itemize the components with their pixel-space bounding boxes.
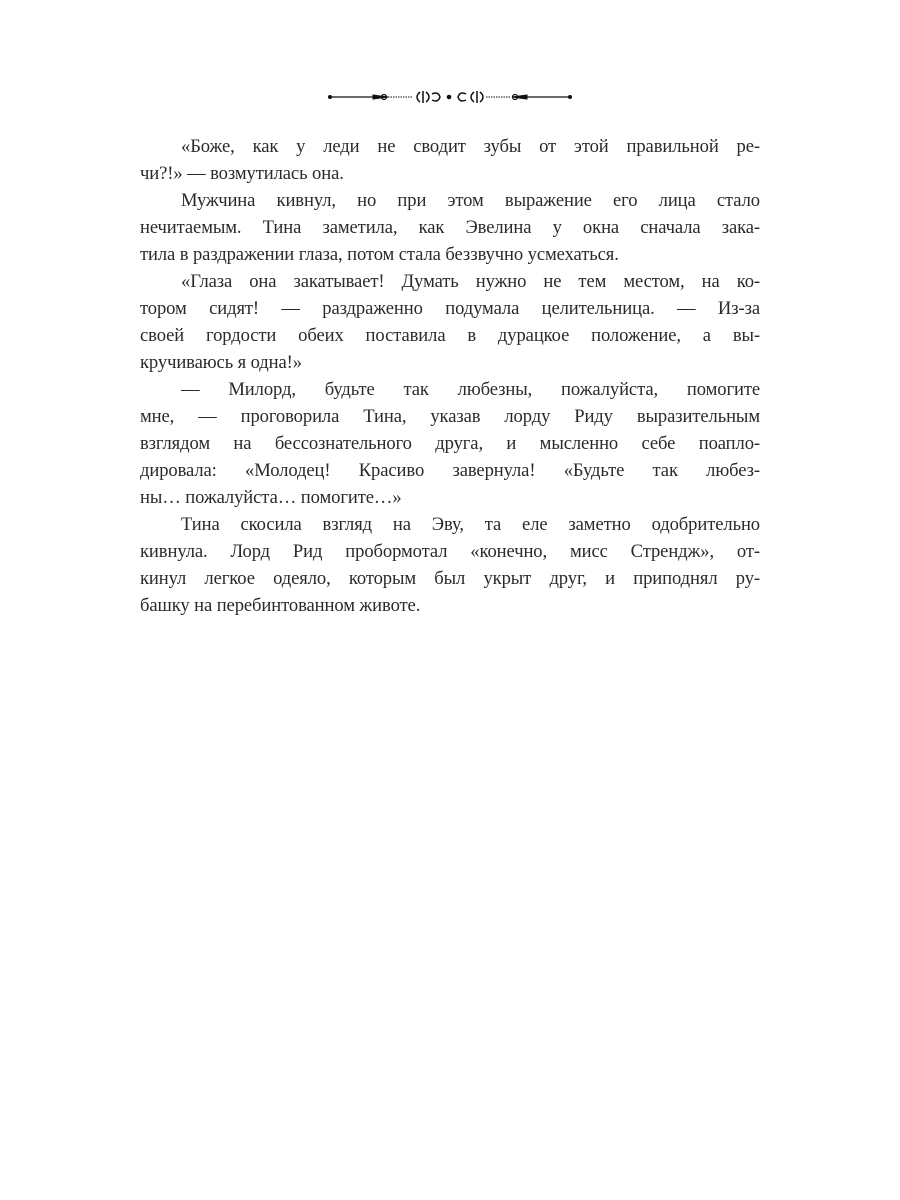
text-line: «Боже, как у леди не сводит зубы от этой правильной ре- bbox=[181, 136, 760, 157]
text-line: кивнула. Лорд Рид пробормотал «конечно, мисс Стрендж», от- bbox=[140, 541, 760, 562]
text-line: мне, — проговорила Тина, указав лорду Риду выразительным bbox=[140, 406, 760, 427]
text-line: кинул легкое одеяло, которым был укрыт друг, и приподнял ру- bbox=[140, 568, 760, 589]
text-line: Мужчина кивнул, но при этом выражение его лица стало bbox=[181, 190, 760, 211]
text-line: чи?!» — возмутилась она. bbox=[140, 163, 344, 184]
text-line: тором сидят! — раздраженно подумала целительница. — Из-за bbox=[140, 298, 760, 319]
text-line: Тина скосила взгляд на Эву, та еле заметно одобрительно bbox=[181, 514, 760, 535]
text-line: кручиваюсь я одна!» bbox=[140, 352, 302, 373]
body-text bbox=[140, 133, 760, 619]
text-line: ны… пожалуйста… помогите…» bbox=[140, 487, 402, 508]
text-line: тила в раздражении глаза, потом стала беззвучно усмехаться. bbox=[140, 244, 619, 265]
text-line: дировала: «Молодец! Красиво завернула! «Будьте так любез- bbox=[140, 460, 760, 481]
text-line: — Милорд, будьте так любезны, пожалуйста, помогите bbox=[181, 379, 760, 400]
text-line: своей гордости обеих поставила в дурацкое положение, а вы- bbox=[140, 325, 760, 346]
ornament-divider-icon bbox=[328, 88, 572, 106]
text-line: взглядом на бессознательного друга, и мысленно себе поапло- bbox=[140, 433, 760, 454]
text-line: нечитаемым. Тина заметила, как Эвелина у окна сначала зака- bbox=[140, 217, 760, 238]
text-line: «Глаза она закатывает! Думать нужно не тем местом, на ко- bbox=[181, 271, 760, 292]
text-line: башку на перебинтованном животе. bbox=[140, 595, 421, 616]
